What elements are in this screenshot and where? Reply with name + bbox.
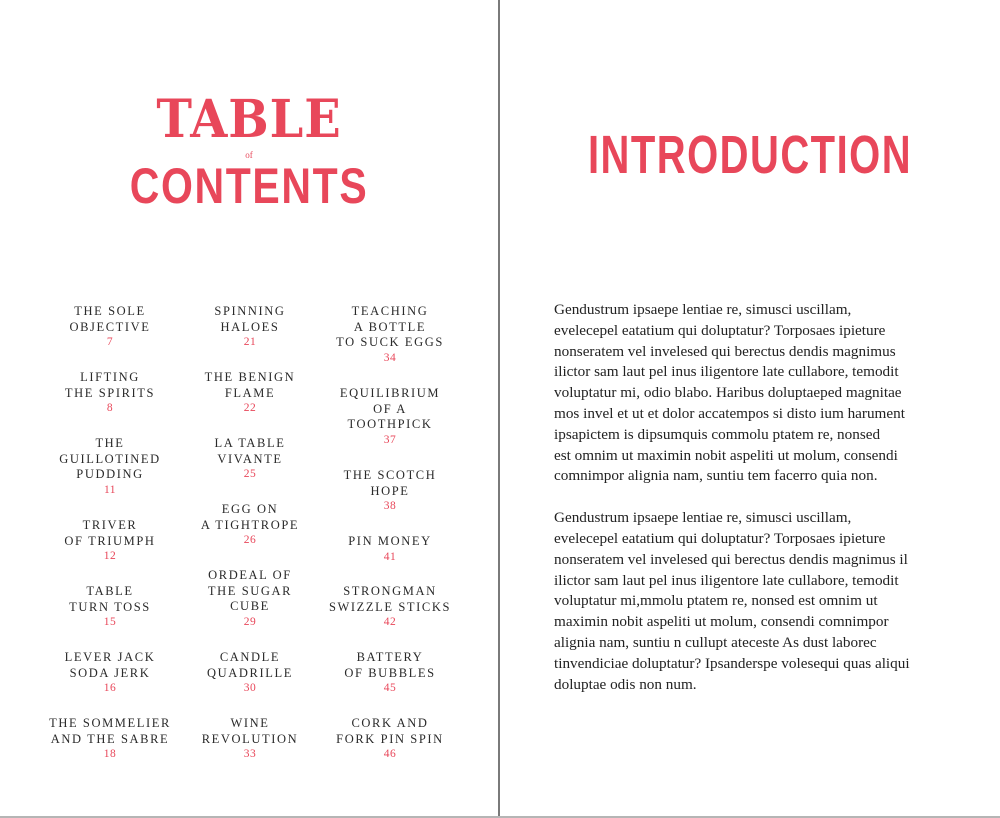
toc-entry-page-number: 41 bbox=[383, 550, 397, 563]
toc-entry-page-number: 7 bbox=[106, 336, 114, 348]
toc-entry bbox=[40, 518, 180, 563]
toc-entry-page-number: 38 bbox=[383, 500, 397, 512]
toc-entry bbox=[40, 650, 180, 695]
toc-entry bbox=[40, 436, 180, 497]
toc-entry-page-number: 29 bbox=[243, 615, 257, 628]
toc-entry bbox=[40, 370, 180, 415]
toc-entry-title: EGG ON A TIGHTROPE bbox=[200, 502, 300, 532]
toc-entry-page-number: 26 bbox=[243, 534, 257, 546]
toc-entry-page-number: 8 bbox=[106, 402, 114, 414]
toc-entry-page-number: 42 bbox=[383, 616, 397, 628]
toc-entry-title: THE GUILLOTINED PUDDING bbox=[59, 436, 161, 481]
toc-entry-title: SPINNING HALOES bbox=[214, 304, 286, 334]
toc-entry bbox=[180, 436, 320, 481]
toc-entry bbox=[320, 534, 460, 564]
toc-entry-title: THE SOMMELIER AND THE SABRE bbox=[49, 716, 171, 746]
toc-entry-title: WINE REVOLUTION bbox=[201, 716, 299, 746]
toc-entry bbox=[180, 304, 320, 349]
toc-entry-title: THE BENIGN FLAME bbox=[204, 370, 296, 400]
toc-entry-title: CANDLE QUADRILLE bbox=[207, 650, 293, 680]
toc-title-table: TABLE bbox=[156, 89, 342, 150]
toc-entry bbox=[180, 650, 320, 695]
toc-entry bbox=[40, 716, 180, 761]
toc-entry bbox=[320, 304, 460, 365]
toc-entry-page-number: 37 bbox=[383, 433, 397, 446]
toc-entry bbox=[320, 386, 460, 447]
toc-entry-title: EQUILIBRIUM OF A TOOTHPICK bbox=[339, 386, 441, 431]
toc-entry-page-number: 34 bbox=[383, 351, 397, 364]
toc-entry-page-number: 46 bbox=[383, 748, 397, 760]
toc-entry bbox=[180, 568, 320, 629]
toc-title-contents: CONTENTS bbox=[129, 158, 369, 214]
toc-entry bbox=[40, 584, 180, 629]
intro-body bbox=[554, 300, 964, 716]
toc-entry-title: TRIVER OF TRIUMPH bbox=[64, 518, 156, 548]
toc-entry-page-number: 33 bbox=[243, 748, 257, 760]
toc-entry-title: ORDEAL OF THE SUGAR CUBE bbox=[207, 568, 293, 613]
toc-entry-title: TABLE TURN TOSS bbox=[69, 584, 151, 614]
toc-entry-title: TEACHING A BOTTLE TO SUCK EGGS bbox=[336, 304, 444, 349]
intro-paragraph: Gendustrum ipsaepe lentiae re, simusci uscillam, evelecepel eatatium qui doluptatur? Torposaes ipieture nonseratem vel invelesed qui berectus dendis magnimus ilictor sam laut pel inus iligentore late cullabore, temodit voluptatur mi, odio blabo. Haribus doluptaeped magnitae mos invel et ut et dolor accatempos si disto ium harument ipsapictem is dipsumquis commolu ptatem re, nonsed est omnim ut maximin nobit aspeliti ut molum, consendi comnimpor alignia nam, suntiu tem facerro quia non. bbox=[554, 301, 905, 485]
toc-entry bbox=[180, 716, 320, 761]
book-gutter bbox=[498, 0, 500, 818]
toc-entry-title: THE SCOTCH HOPE bbox=[343, 468, 437, 498]
toc-entry-page-number: 45 bbox=[383, 682, 397, 694]
intro-title: INTRODUCTION bbox=[587, 125, 913, 185]
toc-entry bbox=[180, 502, 320, 547]
toc-entry bbox=[320, 650, 460, 695]
toc-entry-page-number: 18 bbox=[103, 748, 117, 760]
toc-entry-title: STRONGMAN SWIZZLE STICKS bbox=[328, 584, 452, 614]
toc-entry-title: LIFTING THE SPIRITS bbox=[64, 370, 156, 400]
toc-entry-title: LEVER JACK SODA JERK bbox=[64, 650, 156, 680]
toc-entry-title: BATTERY OF BUBBLES bbox=[344, 650, 436, 680]
toc-entry-title: LA TABLE VIVANTE bbox=[214, 436, 286, 466]
toc-entry-page-number: 16 bbox=[103, 682, 117, 694]
toc-entry-title: PIN MONEY bbox=[348, 534, 432, 548]
toc-entry bbox=[40, 304, 180, 349]
toc-entry-page-number: 22 bbox=[243, 402, 257, 414]
intro-paragraph: Gendustrum ipsaepe lentiae re, simusci uscillam, evelecepel eatatium qui doluptatur? Torposaes ipieture nonseratem vel invelesed qui berectus dendis magnimus il ilictor sam laut pel inus iligentore late cullabore, temodit voluptatur mi,mmolu ptatem re, nonsed est omnim ut maximin nobit aspeliti ut molum, consendi comnimpor alignia nam, suntiu n cullupt ateceste As dust laborec tinvendiciae doluptatur? Ipsanderspe volesequi quas aliqui doluptae odis non num. bbox=[554, 509, 910, 693]
toc-entry bbox=[320, 468, 460, 513]
toc-entry-title: CORK AND FORK PIN SPIN bbox=[336, 716, 444, 746]
toc-entry-page-number: 30 bbox=[243, 682, 257, 694]
toc-entry-page-number: 21 bbox=[243, 336, 257, 348]
toc-entry bbox=[320, 584, 460, 629]
toc-entry bbox=[180, 370, 320, 415]
toc-title-of: of bbox=[245, 150, 253, 160]
toc-entry-page-number: 11 bbox=[103, 483, 117, 496]
toc-entry-page-number: 25 bbox=[243, 468, 257, 480]
toc-entry-page-number: 15 bbox=[103, 616, 117, 628]
toc-entry-title: THE SOLE OBJECTIVE bbox=[69, 304, 151, 334]
toc-entry-page-number: 12 bbox=[103, 550, 117, 562]
toc-entry bbox=[320, 716, 460, 761]
